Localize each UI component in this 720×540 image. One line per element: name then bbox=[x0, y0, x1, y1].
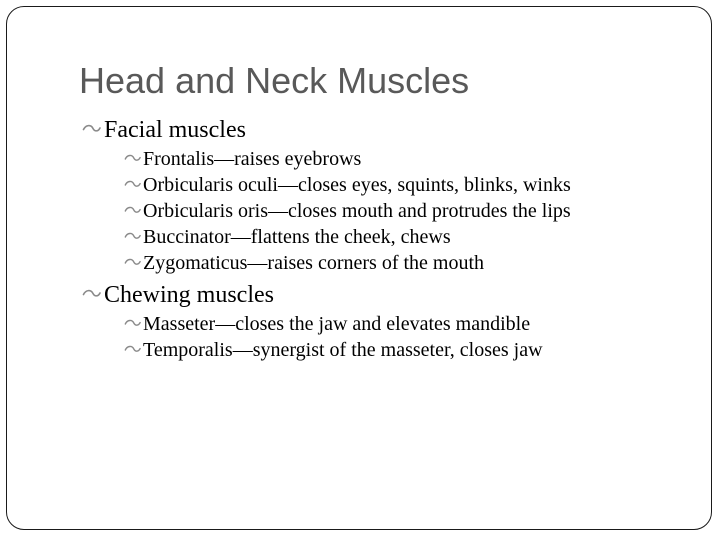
list-item bbox=[124, 224, 571, 250]
sub-bullet-list bbox=[104, 146, 571, 276]
section-chewing-muscles bbox=[82, 279, 571, 363]
swirl-bullet-icon bbox=[124, 231, 141, 242]
list-item-text: Buccinator—flattens the cheek, chews bbox=[143, 226, 451, 248]
list-item bbox=[124, 146, 571, 172]
list-item-text: Orbicularis oculi—closes eyes, squints, blinks, winks bbox=[143, 174, 571, 196]
list-item-text: Masseter—closes the jaw and elevates mandible bbox=[143, 313, 531, 335]
bullet-list bbox=[82, 114, 571, 363]
section-label: Facial muscles bbox=[104, 117, 246, 143]
swirl-bullet-icon bbox=[124, 205, 141, 216]
swirl-bullet-icon bbox=[124, 179, 141, 190]
section-facial-muscles bbox=[82, 114, 571, 276]
swirl-bullet-icon bbox=[124, 318, 141, 329]
list-item bbox=[124, 311, 571, 337]
swirl-bullet-icon bbox=[124, 344, 141, 355]
section-heading-row bbox=[104, 114, 571, 146]
slide-title: Head and Neck Muscles bbox=[79, 60, 470, 101]
sub-bullet-list bbox=[104, 311, 571, 363]
list-item-text: Orbicularis oris—closes mouth and protrudes the lips bbox=[143, 200, 571, 222]
list-item-text: Temporalis—synergist of the masseter, closes jaw bbox=[143, 339, 543, 361]
list-item bbox=[124, 198, 571, 224]
list-item-text: Zygomaticus—raises corners of the mouth bbox=[143, 252, 485, 274]
list-item bbox=[124, 172, 571, 198]
swirl-bullet-icon bbox=[82, 288, 101, 300]
list-item-text: Frontalis—raises eyebrows bbox=[143, 148, 362, 170]
swirl-bullet-icon bbox=[124, 153, 141, 164]
swirl-bullet-icon bbox=[124, 257, 141, 268]
list-item bbox=[124, 250, 571, 276]
section-heading-row bbox=[104, 279, 571, 311]
section-label: Chewing muscles bbox=[104, 282, 274, 308]
slide-body bbox=[82, 114, 571, 366]
list-item bbox=[124, 337, 571, 363]
swirl-bullet-icon bbox=[82, 123, 101, 135]
